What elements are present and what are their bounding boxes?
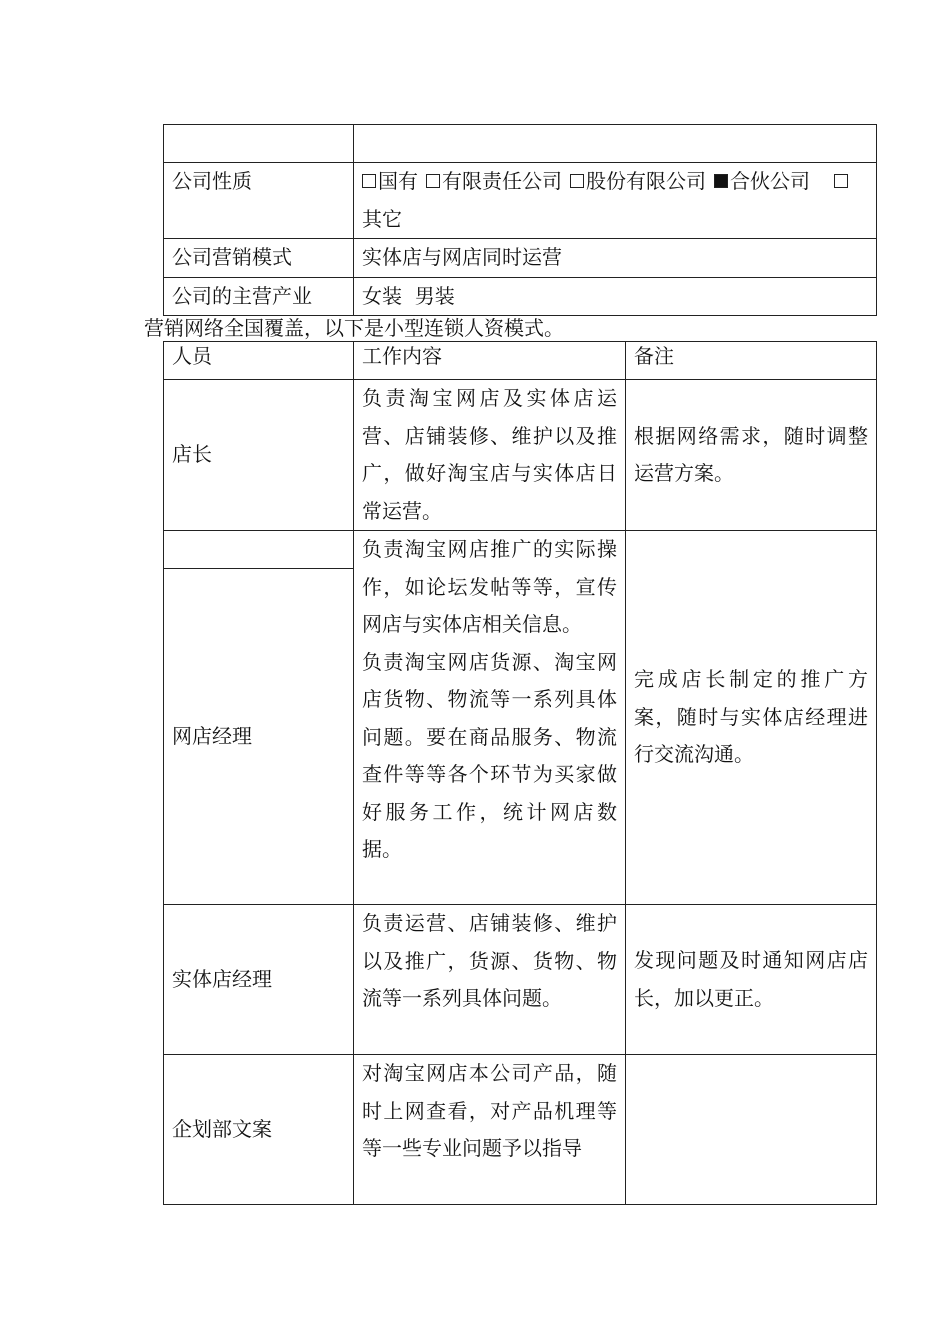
duties-cell: 负责运营、店铺装修、维护以及推广，货源、货物、物流等一系列具体问题。 — [354, 905, 626, 1055]
option-state-owned[interactable]: 国有 — [362, 169, 418, 193]
header-remarks: 备注 — [626, 342, 877, 380]
checkbox-checked-icon[interactable] — [714, 174, 728, 188]
table-row — [164, 125, 877, 163]
company-info-table — [163, 124, 877, 316]
checkbox-icon[interactable] — [362, 174, 376, 188]
info-label: 公司的主营产业 — [164, 277, 354, 316]
duties-cell: 对淘宝网店本公司产品，随时上网查看，对产品机理等等一些专业问题予以指导 — [354, 1055, 626, 1205]
table-row — [164, 239, 877, 278]
option-joint-stock[interactable]: 股份有限公司 — [570, 169, 706, 193]
option-partnership[interactable]: 合伙公司 — [714, 169, 810, 193]
person-cell: 网店经理 — [164, 569, 354, 905]
option-other[interactable]: 其它 — [362, 169, 850, 231]
staffing-table — [163, 341, 877, 1205]
person-cell: 实体店经理 — [164, 905, 354, 1055]
table-row — [164, 1055, 877, 1205]
empty-cell — [164, 531, 354, 569]
table-row — [164, 163, 877, 239]
remark-cell — [626, 1055, 877, 1205]
remark-cell: 根据网络需求，随时调整运营方案。 — [626, 380, 877, 531]
person-cell: 企划部文案 — [164, 1055, 354, 1205]
checkbox-icon[interactable] — [570, 174, 584, 188]
header-person: 人员 — [164, 342, 354, 380]
table-row — [164, 905, 877, 1055]
duties-cell: 负责淘宝网店及实体店运营、店铺装修、维护以及推广，做好淘宝店与实体店日常运营。 — [354, 380, 626, 531]
duties-cell: 负责淘宝网店推广的实际操作，如论坛发帖等等，宣传网店与实体店相关信息。 负责淘宝网店货源、淘宝网店货物、物流等一系列具体问题。要在商品服务、物流查件等等各个环节为买家做好服务工作，统计网店数据。 — [354, 531, 626, 905]
table-row — [164, 277, 877, 316]
checkbox-icon[interactable] — [834, 174, 848, 188]
table-row — [164, 380, 877, 531]
table-row — [164, 531, 877, 569]
info-value: 实体店与网店同时运营 — [354, 239, 877, 278]
network-note: 营销网络全国覆盖，以下是小型连锁人资模式。 — [144, 316, 564, 340]
person-cell: 店长 — [164, 380, 354, 531]
info-label: 公司性质 — [164, 163, 354, 239]
header-duties: 工作内容 — [354, 342, 626, 380]
company-type-options — [354, 163, 877, 239]
table-header-row — [164, 342, 877, 380]
option-limited-liability[interactable]: 有限责任公司 — [426, 169, 562, 193]
info-label: 公司营销模式 — [164, 239, 354, 278]
checkbox-icon[interactable] — [426, 174, 440, 188]
info-label — [164, 125, 354, 163]
remark-cell: 完成店长制定的推广方案，随时与实体店经理进行交流沟通。 — [626, 531, 877, 905]
info-value — [354, 125, 877, 163]
info-value: 女装 男装 — [354, 277, 877, 316]
remark-cell: 发现问题及时通知网店店长，加以更正。 — [626, 905, 877, 1055]
